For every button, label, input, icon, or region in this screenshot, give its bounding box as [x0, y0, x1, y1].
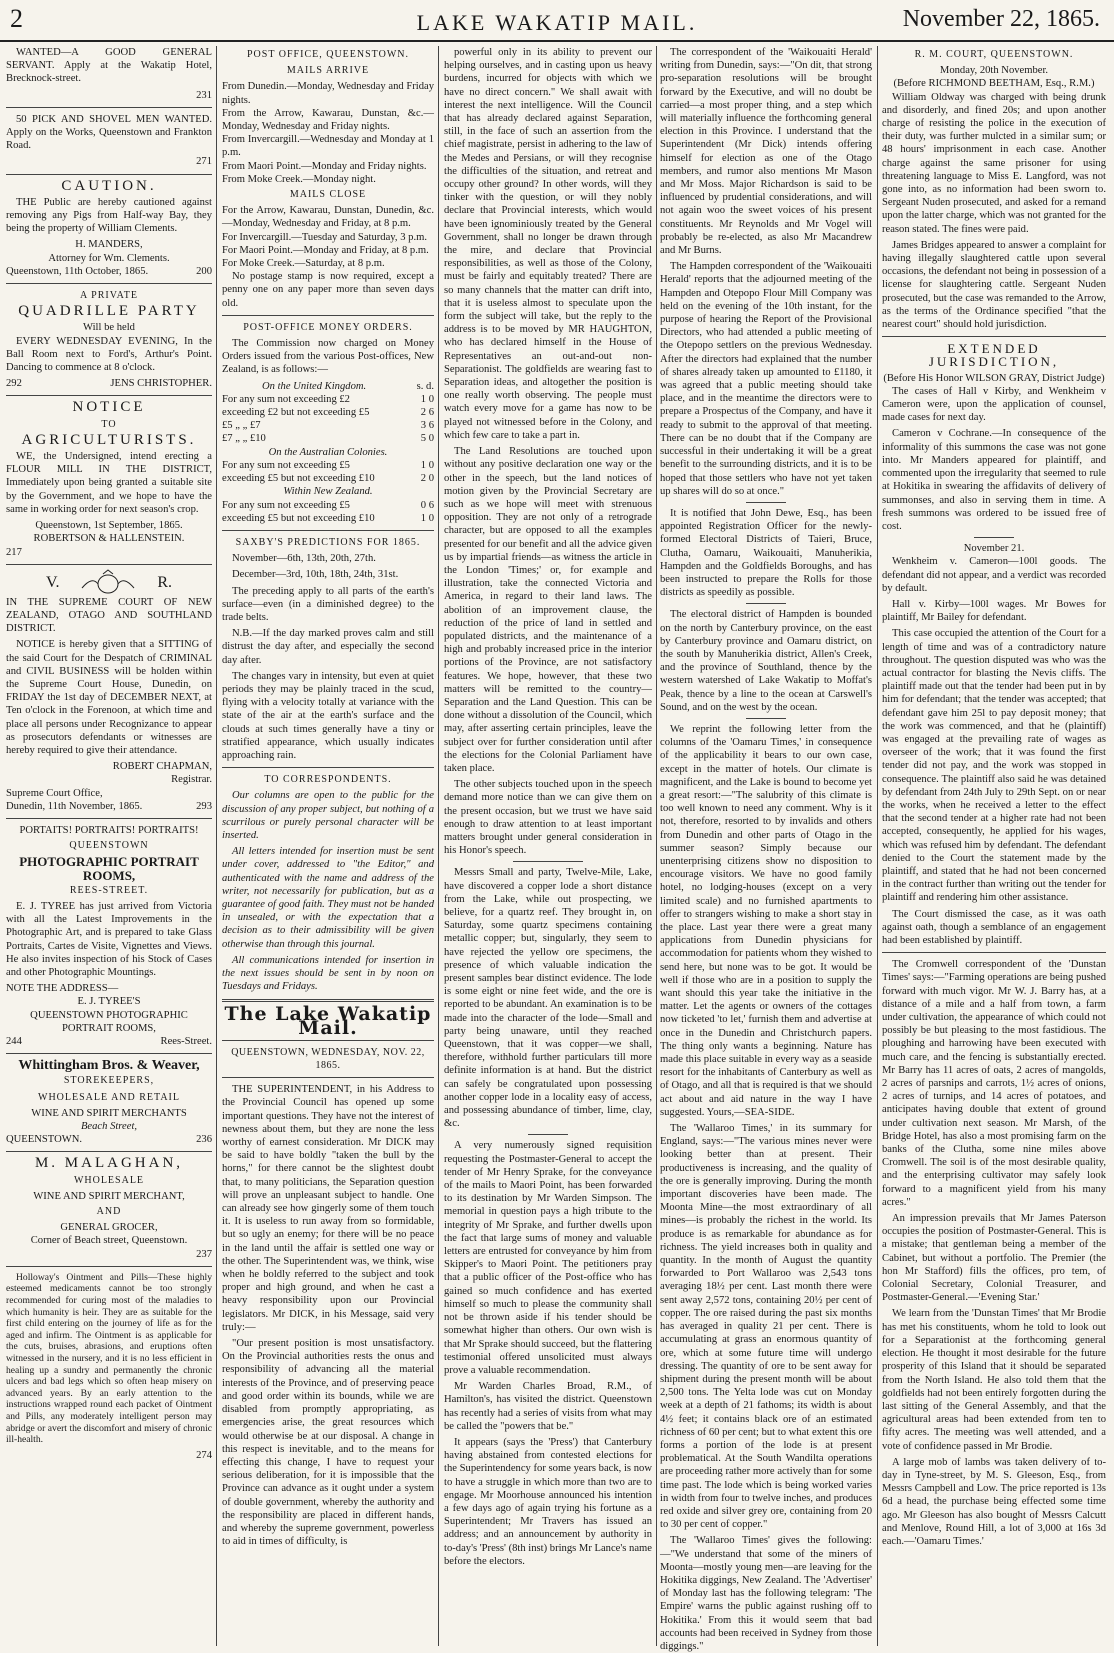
ad-text: NOTICE is hereby given that a SITTING of the said Court for the Despatch of CRIMINAL and CIVIL BUSINESS will be holden within the Supreme Court House, Dunedin, on FRIDAY the 1st day of DECEMBER NEXT, at Ten o'clock in the Forenoon, at which time and place all persons under Recognizance to appear as prosecutors defendants or witnesses are hereby required to give their attendance. [6, 639, 212, 756]
article-paragraph: We learn from the 'Dunstan Times' that Mr Brodie has met his constituents, whom he told to look out for a Separationist at the forthcoming general election. He thought it most desirable for the future prosperity of this Island that it should be separated from the North Island. He also told them that the goldfields had not been entirely forgotten during the last sitting of the General Assembly, and that the agricultural areas had been extended from ten to fifty acres. The meeting was well attended, and a vote of confidence passed in Mr Brodie. [882, 1308, 1106, 1452]
article-paragraph: The electoral district of Hampden is bounded on the north by Canterbury province, on the east by Canterbury province and Oamaru district, on the south by Manuherikia district, Allen's Creek, and the province of Southland, thence by the western watershed of Lake Wakatip to Moffat's Peak, thence by a line to the ocean at Carswell's Sound, and on the west by the ocean. [660, 609, 872, 713]
ad-heading: IN THE SUPREME COURT OF NEW ZEALAND, OTAGO AND SOUTHLAND DISTRICT. [6, 596, 212, 635]
ad-signature-role: Attorney for Wm. Clements. [48, 252, 170, 264]
column-rule [877, 46, 878, 1646]
article-paragraph: James Bridges appeared to answer a complaint for having illegally slaughtered cattle upon several occasions, the defendant not being in possession of a license for slaughtering cattle. Sergeant Nuden prosecuted, but the case was remanded to the Arrow, as the terms of the Ordinance specified "that the nearest court" should hold jurisdiction. [882, 239, 1106, 331]
ad-number: 237 [196, 1248, 212, 1260]
editorial-date: QUEENSTOWN, WEDNESDAY, NOV. 22, 1865. [231, 1046, 425, 1072]
ad-number: 236 [196, 1134, 212, 1146]
article-paragraph: The Hampden correspondent of the 'Waikouaiti Herald' reports that the adjourned meeting of the Hampden and Otepopo Flour Mill Company was held on the evening of the 10th instant, for the purpose of hearing the Report of the Provisional Directors, who had attended a public meeting of the Otepopo settlers on the previous Wednesday. After the directors had explained that the number of shares already taken up amounted to £1180, it was agreed that a public meeting should take place, and in the meantime the directors were to prepare a Prospectus of the Company, and have it ready to submit to the approval of that meeting. There can be no doubt that if the Company are successful in their undertaking it will be a great benefit to the surrounding districts, and it is to be hoped that those settlers who have not yet taken up shares will do so at once." [660, 261, 872, 497]
editorial-paragraph: "Our present position is most unsatisfactory. On the Provincial authorities rests the onus and responsibility of advancing all the material interests of the Province, and of preserving peace and good order within its bounds, while we are disabled from promptly appropriating, as emergencies arise, the great resources which would otherwise be at our disposal. A change in this respect is inevitable, and to the means for effecting this change, I have to request your serious deliberation, for it is impossible that the Province can advance as it ought under a system of double government, whereby the authority and the responsibility are placed in different hands, and whereby the supreme government, powerless to aid in times of difficulty, is [222, 1338, 434, 1548]
ad-text: Holloway's Ointment and Pills—These highly esteemed medicaments cannot be too strongly recommended for curing most of the maladies to which humanity is heir. They are as suitable for the first child entering on the journey of life as for the aged and infirm. The Ointment is as applicable for the cuts, bruises, abrasions, and eruptions often witnessed in the nursery, and it is no less efficient in healing up a sundry and permanently the chronic ulcers and bad legs which so often heap misery on advanced years. By an early attention to the instructions wrapped round each packet of Ointment and Pills, any moderately intelligent person may abridge or avert the discomfort and misery of chronic ill-health. [6, 1271, 212, 1446]
ad-number: 292 [6, 378, 22, 390]
section-heading: R. M. COURT, QUEENSTOWN. [914, 49, 1074, 60]
section-heading: SAXBY'S PREDICTIONS FOR 1865. [235, 536, 421, 548]
paragraph: The preceding apply to all parts of the earth's surface—even (in a diminished degree) to the trade belts. [222, 585, 434, 623]
table-row: exceeding £5 but not exceeding £10 1 0 [222, 512, 434, 524]
ad-whittingham [6, 1059, 212, 1146]
ad-wanted-servant [6, 46, 212, 102]
schedule-line: For the Arrow, Kawarau, Dunstan, Dunedin, &c.—Monday, Wednesday and Friday, at 8 p.m. [222, 205, 434, 230]
table-row: £7 „ „ £10 5 0 [222, 433, 434, 445]
masthead [0, 0, 1114, 42]
crest-letter: V. [46, 574, 60, 592]
article-paragraph: We reprint the following letter from the columns of the 'Oamaru Times,' in consequence of the applicability it bears to our own case, except in the matter of hotels. Our climate is magnificent, and the Lake is bound to become yet a great resort:—"The salubrity of this climate is too well known to need any comment. Why is it not, therefore, resorted to by invalids and others from Dunedin and other parts of Otago in the summer season? Simply because our unenterprising citizens show no disposition to encourage visitors. We have no good family hotel, no lodging-houses (except on a very limited scale) and no furnished apartments to offer to strangers wishing to make a short stay in the place. Last year there were a great many applications from Dunedin physicians for accommodation for patients whom they wished to send here, but none was to be got. It would be well if those who are in a position to supply the want should this year take the initiative in the matter. Let the agents or owners of the cottages now ticketed 'to let,' furnish them and advertise at once in the Dunedin and Christchurch papers. The thing only wants a beginning. Nature has made this place suitable in every way as a seaside resort for the inhabitants of Canterbury as well as of Otago, and all that is required is that we should act about and aid nature in the way I have suggested. Yours,—SEA-SIDE. [660, 723, 872, 1118]
schedule-line: From Invercargill.—Wednesday and Monday at 1 p.m. [222, 134, 434, 159]
article-paragraph: The 'Wallaroo Times,' in its summary for England, says:—"The various mines never were looking better than at present. Their productiveness is increasing, and the quality of the ore is generally improving. During the month important discoveries have been made. The Moonta Mine—the most extraordinary of all mines—is probably the richest in the world. Its produce is as remarkable for abundance as for richness. The yield increases both in quality and quantity. In the month of August the quantity forwarded to Port Wallaroo was 2,543 tons averaging 18½ per cent. Last month there were sent away 2,572 tons, containing 20½ per cent of copper. The ore raised during the past six months has averaged in quality 21 per cent. There is accumulating at grass an enormous quantity of ore, which at some future time will undergo dressing. The quantity of ore to be sent away for shipment during the present month will be about 2,500 tons. The Yelta lode was cut on Monday week at a depth of 21 fathoms; its width is about 4½ feet; it contains black ore of an estimated richness of 60 per cent; but to what extent this ore forms a portion of the lode is at present problematical. At the South Wandilta operations are proceeding rather more actively than for some time past. The lode which is being worked varies in width from four to twelve inches, and produces red oxide and silver grey ore, containing from 20 to 30 per cent of copper." [660, 1123, 872, 1531]
divider [6, 564, 212, 565]
ad-street: REES-STREET. [69, 884, 149, 896]
ad-subheading: Will be held [83, 322, 135, 334]
schedule-line: From the Arrow, Kawarau, Dunstan, &c.—Monday, Wednesday and Friday nights. [222, 107, 434, 133]
divider [6, 1266, 212, 1267]
schedule-line: From Dunedin.—Monday, Wednesday and Friday nights. [222, 81, 434, 106]
ad-number: 274 [196, 1449, 212, 1461]
article-paragraph: Wenkheim v. Cameron—100l goods. The defendant did not appear, and a verdict was recorded by default. [882, 556, 1106, 594]
divider [746, 603, 786, 604]
divider [222, 1040, 434, 1041]
article-paragraph: Cameron v Cochrane.—In consequence of the informality of this summons the case was not gone into. Mr Manders appeared for plaintiff, and commented upon the irregularity that seemed to rule at Hokitika in swearing the affidavits of delivery of summonses, and also in serving them in time. A fresh summons was ordered to be issued free of cost. [882, 428, 1106, 532]
ad-date: Queenstown, 1st September, 1865. [35, 520, 183, 532]
schedule-line: For Invercargill.—Tuesday and Saturday, 3 p.m. [222, 231, 427, 243]
schedule-line: For Maori Point.—Monday and Friday, at 8 p.m. [222, 244, 429, 256]
ad-pick-shovel [6, 113, 212, 169]
ad-office: Supreme Court Office, [6, 787, 103, 799]
paragraph: All communications intended for insertion in the next issues should be sent in by noon on Tuesdays and Fridays. [222, 954, 434, 993]
ad-heading: AGRICULTURISTS. [21, 431, 197, 448]
crest-letter: R. [157, 574, 172, 592]
money-orders [222, 321, 434, 525]
article-paragraph: The Cromwell correspondent of the 'Dunstan Times' says:—"Farming operations are being pushed forward with much vigor. Mr W. J. Barry has, at a distance of a mile and a half from town, a farm under cultivation, the appearance of which could not possibly be but pleasing to the most fastidious. The ploughing and harrowing have been executed with much care, and the fencing is substantially erected. Mr Barry has 11 acres of oats, 2 acres of mangolds, 2 acres of parsnips and carrots, 1½ acres of onions, 2 acres of turnips, and 14 acres of potatoes, and anticipates having double that extent of ground under cultivation next season. Mr Marsh, of the Bridge Hotel, has also a most promising farm on the banks of the Clutha, some nine miles above Cromwell. The soil is of the most desirable quality, and the enterprising cultivator may safely look forward to a magnificent yield from his many acres." [882, 959, 1106, 1208]
column-2 [222, 46, 434, 1646]
article-paragraph: The 'Wallaroo Times' gives the following:—"We understand that some of the miners of Moonta—mostly young men—are leaving for the Hokitika diggings, New Zealand. The 'Advertiser' of Monday last has the following telegram: 'The Empire' warns the public against rushing off to Hokitika.' From this it would seem that bad accounts had been received in Sydney from those diggings." [660, 1535, 872, 1652]
ad-signature: H. MANDERS, [75, 239, 143, 251]
ad-signature: ROBERTSON & HALLENSTEIN. [33, 533, 185, 545]
to-correspondents [222, 773, 434, 993]
ad-street: Rees-Street. [160, 1036, 212, 1047]
section-heading: POST OFFICE, QUEENSTOWN. [247, 49, 409, 60]
table-subheading: On the United Kingdom. [262, 380, 367, 392]
divider [222, 999, 434, 1002]
ad-text: WINE AND SPIRIT MERCHANT, [33, 1190, 185, 1202]
ad-signature-role: Registrar. [171, 774, 212, 786]
table-subheading: On the Australian Colonies. [268, 446, 388, 458]
ad-supreme-court [6, 570, 212, 813]
newspaper-title: LAKE WAKATIP MAIL. [416, 10, 698, 35]
column-rule [216, 46, 217, 1646]
ad-town: QUEENSTOWN. [6, 1134, 83, 1146]
article-paragraph: The other subjects touched upon in the speech demand more notice than we can give them on the present occasion, but we trust we have said enough to draw attention to at least important matters brought under general consideration in his Honor's speech. [444, 779, 652, 857]
divider [6, 1151, 212, 1152]
post-office-notice [222, 48, 434, 310]
ad-note: NOTE THE ADDRESS— [6, 983, 119, 995]
article-paragraph: An impression prevails that Mr James Paterson occupies the position of Postmaster-General. This is a mistake; that gentleman being a member of the Cabinet, but without a portfolio. The Premier (the hon Mr Stafford) fills the offices, pro tem, of Colonial Secretary, Colonial Treasurer, and Postmaster-General.—'Evening Star.' [882, 1213, 1106, 1304]
editorial-paragraph: THE SUPERINTENDENT, in his Address to the Provincial Council has opened up some important questions. They have not the interest of newness about them, but they are none the less worthy of earnest consideration. Mr DICK may be said to have boldly "taken the bull by the horns," for there cannot be the slightest doubt that, to many politicians, the Separation question will prove an unpleasant subject to handle. One can already see how gingerly some of them touch it. It is useless to run away from so formidable, but so ugly an enemy; for there will be no peace in the land until the affair is settled one way or the other. The Superintendent was, we think, wise when he boldly referred to the subject and took proper and high ground, and when he cast a heavy responsibility upon our Provincial legislators. Mr DICK, in his Message, said very truly:— [222, 1084, 434, 1333]
paragraph: December—3rd, 10th, 18th, 24th, 31st. [232, 569, 399, 581]
ad-subheading: AND [96, 1206, 122, 1218]
ad-signature: JENS CHRISTOPHER. [110, 378, 212, 390]
ad-name: E. J. TYREE'S [77, 996, 141, 1008]
issue-date: November 22, 1865. [902, 6, 1100, 32]
table-row: exceeding £5 but not exceeding £10 2 0 [222, 473, 434, 485]
divider [6, 174, 212, 175]
article-paragraph: Messrs Small and party, Twelve-Mile, Lake, have discovered a copper lode a short distance from the Lake, while out prospecting, we believe, for a quartz reef. They brought in, on Saturday, some quartz specimens containing metallic copper; but, singularly, they seem to have rejected the yellow ore specimens, the presence of which valuable indication the present samples bear distinct evidence. The lode is some eight or nine feet wide, and the ore is reported to be abundant. An examination is to be made into the character of the lode—Small and party being unaware, until they reached Queenstown, that it was copper—we shall, therefore, withhold further particulars till more definite information is at hand. But the district can safely be congratulated upon possessing another copper lode in a locality easy of access, and possessing abundance of timber, lime, clay, &c. [444, 867, 652, 1130]
ad-number: 217 [6, 546, 22, 558]
divider [746, 502, 786, 503]
ad-text: EVERY WEDNESDAY EVENING, In the Ball Room next to Ford's, Arthur's Point. Dancing to commence at 8 o'clock. [6, 335, 212, 374]
ad-heading: PORTAITS! PORTRAITS! PORTRAITS! [19, 824, 199, 836]
table-row: For any sum not exceeding £2 1 0 [222, 393, 434, 405]
editorial-masthead: The Lake Wakatip Mail. [224, 1003, 432, 1039]
divider [513, 861, 583, 862]
section-presiding: (Before RICHMOND BEETHAM, Esq., R.M.) [893, 78, 1095, 90]
ad-heading: NOTICE [72, 399, 146, 416]
ad-subheading: WHOLESALE AND RETAIL [38, 1091, 180, 1103]
schedule-line: For Moke Creek.—Saturday, at 8 p.m. [222, 258, 385, 270]
ad-number: 271 [196, 156, 212, 168]
divider [222, 530, 434, 531]
table-row: exceeding £2 but not exceeding £5 2 6 [222, 407, 434, 419]
ad-text: 50 PICK AND SHOVEL MEN WANTED. Apply on the Works, Queenstown and Frankton Road. [6, 113, 212, 152]
schedule-line: From Moke Creek.—Monday night. [222, 173, 376, 185]
ad-address: QUEENSTOWN PHOTOGRAPHIC PORTRAIT ROOMS, [30, 1009, 188, 1034]
article-paragraph: This case occupied the attention of the Court for a length of time and was of a contradictory nature throughout. The question disputed was who was the actual contractor for blasting the Nevis cliffs. The plaintiff made out that the tender had been put in by him for defendant; that the tender was accepted; that defendant gave him 25l to pay deposit money; that the work was commenced, and that he (plaintiff) was engaged at the prevailing rate of wages as overseer of the work; that it was found the first tender did not pay, and the work was stopped in consequence. The plaintiff also said he was detained by defendant from 24th July to 29th Sept. on or near the works, when he received a letter to the effect that the second tender at a higher rate had not been accepted, consequently, he applied for his wages, which was refused him by defendant. The defendant denied to the Court the statement made by the plaintiff, and stated that he had not been concerned in the contract further than writing out the tender for plaintiff and rendering him other assistance. [882, 628, 1106, 904]
ad-portraits [6, 824, 212, 1048]
article-paragraph: William Oldway was charged with being drunk and disorderly, and fined 20s; and upon another charge of resisting the police in the execution of their duty, was further mulcted in a similar sum; or 48 hours' imprisonment in each case. Another charge against the same prisoner for using threatening language to Miss E. Langford, was not gone into, as no information had been sworn to. Sergeant Nuden prosecuted, and asked for a remand upon the latter charge, which was not granted for the reason stated. The fines were paid. [882, 91, 1106, 235]
ad-text: WE, the Undersigned, intend erecting a FLOUR MILL IN THE DISTRICT, Immediately upon being granted a suitable site by the Government, and we hope to have the same in working order for next season's crop. [6, 451, 212, 515]
section-heading: EXTENDED JURISDICTION, [928, 341, 1060, 370]
ad-heading: QUADRILLE PARTY [18, 303, 200, 320]
divider [746, 718, 786, 719]
ad-text: WANTED—A GOOD GENERAL SERVANT. Apply at the Wakatip Hotel, Brecknock-street. [6, 47, 212, 85]
page-number: 2 [10, 4, 23, 33]
ad-text: E. J. TYREE has just arrived from Victoria with all the Latest Improvements in the Photographic Art, and is prepared to take Glass Portraits, Cartes de Visite, Vignettes and Views. He also invites inspection of his Stock of Cases and other Photographic Mountings. [6, 900, 212, 978]
article-paragraph: The Court dismissed the case, as it was oath against oath, though a semblance of an engagement had been established by plaintiff. [882, 908, 1106, 946]
article-paragraph: The correspondent of the 'Waikouaiti Herald' writing from Dunedin, says:—"On dit, that strong pro-separation resolutions will be brought forward by the Executive, and will no doubt be carried—a most proper thing, and a step which will materially influence the forthcoming general election in this Province. I understand that the Superintendent (Mr Dick) intends offering himself for election as one of the Otago members, and rumor also mentions Mr Mason and Mr Moss. Major Richardson is said to be influenced by prudential considerations, and will not again woo the sweet voices of his present constituents. Mr Reynolds and Mr Vogel will probably be re-elected, as also Mr Macandrew and Mr Burns. [660, 47, 872, 257]
table-unit: s. d. [416, 380, 434, 392]
ad-number: 293 [196, 800, 212, 812]
ad-subheading: WHOLESALE [73, 1174, 145, 1186]
divider [6, 283, 212, 284]
ad-caution [6, 177, 212, 278]
ad-text: GENERAL GROCER, [60, 1222, 158, 1234]
ad-pre-heading: A PRIVATE [80, 290, 138, 302]
paragraph: The changes vary in intensity, but even at quiet periods they may be plainly traced in the scud, flying with a velocity totally at variance with the state of the air at the earth's surface and the clouds at such times generally have a tiny or stratified appearance, which usually indicates approaching rain. [222, 670, 434, 761]
section-date: November 21. [963, 543, 1025, 555]
article-paragraph: The Land Resolutions are touched upon without any positive declaration one way or the other in the speech, but the land notices of motion given by the Provincial Secretary are such as we hope will meet with strenuous opposition. They are not only of a retrograde character, but are opposed to all the examples presented for our benefit and all the advice given us by impartial friends—as witness the article in the London 'Times;' or, for example and illustration, take the connected Victoria and America, in regard to their land laws. The abolition of an improvement clause, the reduction of the price of land in settled and populated districts, and the maintenance of a high and probably increased price in the interior portions of the Province, are not satisfactory features. We hope, however, that these two matters will be remitted to the country—Separation and the Land Question. This can be done without a dissolution of the Council, which may, after asserting certain principles, leave the subject over for further consideration until after the elections for the Colonial Parliament have taken place. [444, 446, 652, 774]
ad-malaghan [6, 1157, 212, 1260]
ad-number: 244 [6, 1036, 22, 1047]
ad-number: 200 [196, 265, 212, 277]
paragraph: November—6th, 13th, 20th, 27th. [232, 553, 376, 565]
column-rule [438, 46, 439, 1646]
article-paragraph: Mr Warden Charles Broad, R.M., of Hamilton's, has visited the district. Queenstown has recently had a series of visits from what may be called the "powers that be." [444, 1381, 652, 1432]
ad-title: M. MALAGHAN, [34, 1155, 184, 1172]
paragraph: All letters intended for insertion must be sent under cover, addressed to "the Editor," and authenticated with the name and address of the writer, not necessarily for publication, but as a guarantee of good faith. They must not be handed in unsealed, or with the expectation that a decision as to their admissibility will be given otherwise than through this journal. [222, 846, 434, 950]
ad-notice-agriculturists [6, 401, 212, 558]
table-row: For any sum not exceeding £5 0 6 [222, 499, 434, 511]
divider [222, 767, 434, 768]
divider [528, 1134, 568, 1135]
column-1-advertisements [6, 46, 212, 1646]
article-paragraph: It appears (says the 'Press') that Canterbury having abstained from contested elections for the Superintendency for some years back, is now to have a struggle in which more than two are to engage. Mr Moorhouse announced his intention a few days ago of again trying his fortune as a Superintendent; Mr Travers has issued an address; and an announcement by authority in to-day's 'Press' (8th inst) brings Mr Lance's name before the electors. [444, 1436, 652, 1567]
article-paragraph: powerful only in its ability to prevent our helping ourselves, and in casting upon us heavy burdens, incurred for objects with which we have no direct concern." We shall await with interest the next intelligence. Will the Council that has already declared against Separation, still, in the face of such an assertion from the chief magistrate, persist in adhering to the law of the Medes and Persians, or will they recognise the difficulties of the situation, and retreat and occupy other ground? In other words, will they tinker with the question, or will they nobly declare that Provincial interests, which would have been ignominiously treated by the General Government, shall no longer be drawn through the mire, and declare that Provincial responsibilities, as well as those of the Colony, must be fairly and equitably treated? There are so many channels that the matter can drift into, that it is useless almost to speculate upon the form the subject will take, but the reply to the address is to be moved by MR HAUGHTON, who has declared himself in the House of Representatives an out-and-out non-Separationist. The goldfields are wearing fast to Separation ideas, and altogether the position is one really worth observing. The people must watch every move for a game has now to be played not witnessed before in the Colony, and which few care to take a part in. [444, 47, 652, 441]
ad-title: PHOTOGRAPHIC PORTRAIT ROOMS, [19, 854, 199, 883]
ad-number: 231 [196, 89, 212, 101]
ad-holloway [6, 1272, 212, 1462]
ad-text: WINE AND SPIRIT MERCHANTS [31, 1107, 187, 1119]
section-heading: POST-OFFICE MONEY ORDERS. [243, 321, 413, 333]
paragraph: No postage stamp is now required, except a penny one on any paper more than seven days old. [222, 271, 434, 309]
ad-subheading: QUEENSTOWN [69, 840, 149, 852]
table-row: £5 „ „ £7 3 6 [222, 420, 434, 432]
section-subheading: MAILS ARRIVE [286, 65, 370, 77]
ad-signature: ROBERT CHAPMAN, [112, 761, 212, 773]
column-rule [656, 46, 657, 1646]
ad-text: THE Public are hereby cautioned against removing any Pigs from Half-way Bay, they being the property of William Clements. [6, 196, 212, 235]
ad-heading-to: TO [101, 418, 117, 430]
ad-title: Whittingham Bros. & Weaver, [18, 1058, 200, 1074]
paragraph: N.B.—If the day marked proves calm and still distrust the day after, and especially the second day after. [222, 628, 434, 666]
section-subheading: MAILS CLOSE [289, 189, 367, 201]
ad-date: Dunedin, 11th November, 1865. [6, 800, 143, 812]
divider [882, 952, 1106, 953]
divider [6, 107, 212, 108]
article-paragraph: A very numerously signed requisition requesting the Postmaster-General to accept the tender of Mr Henry Sprake, for the conveyance of the mails to Maori Point, has been forwarded to its destination by Mr Warden Simpson. The memorial in question pays a high tribute to the integrity of Mr Sprake, and further dwells upon the fact that large sums of money and valuable letters are entrusted for conveyance by him from Skipper's to Maori Point. The petitioners pray that a public officer of the Post-office who has gained so much confidence and has exerted himself so much to please the community shall not be thrown aside if his tender should be somewhat higher than others. Our own wish is that Mr Sprake should succeed, but the flattering testimonial offered unsolicited must always prove a valuable recommendation. [444, 1140, 652, 1376]
divider [974, 537, 1014, 538]
divider [6, 818, 212, 819]
divider [6, 1053, 212, 1054]
divider [222, 1077, 434, 1078]
saxby-predictions [222, 536, 434, 762]
table-row: For any sum not exceeding £5 1 0 [222, 459, 434, 471]
article-paragraph: The cases of Hall v Kirby, and Wenkheim v Cameron were, upon the application of counsel, made cases for next day. [882, 385, 1106, 424]
royal-crest-icon [78, 570, 138, 596]
ad-date: Queenstown, 11th October, 1865. [6, 265, 149, 277]
article-paragraph: A large mob of lambs was taken delivery of to-day in Tyne-street, by M. S. Gleeson, Esq., from Messrs Campbell and Low. The price reported is 13s 6d a head, the purchase being effected some time ago. Mr Gleeson has also bought of Messrs Calcutt and Menlove, Round Hill, a lot of 3,000 at 16s 3d each.—'Oamaru Times.' [882, 1456, 1106, 1547]
ad-address: Corner of Beach street, Queenstown. [30, 1235, 188, 1247]
ad-street: Beach Street, [80, 1121, 138, 1133]
paragraph: The Commission now charged on Money Orders issued from the various Post-offices, New Zealand, is as follows:— [222, 338, 434, 376]
divider [882, 336, 1106, 337]
section-presiding: (Before His Honor WILSON GRAY, District Judge) [883, 372, 1105, 384]
ad-heading: CAUTION. [61, 177, 157, 194]
divider [6, 395, 212, 396]
column-3 [444, 46, 652, 1646]
ad-subheading: STOREKEEPERS, [63, 1075, 155, 1087]
article-paragraph: It is notified that John Dewe, Esq., has been appointed Registration Officer for the newly-formed Electoral Districts of Taieri, Bruce, Clutha, Oamaru, Waikouaiti, Manuherikia, Hampden and the Goldfields Boroughs, and has been instructed to prepare the Rolls for those districts as speedily as possible. [660, 507, 872, 599]
article-paragraph: Hall v. Kirby—100l wages. Mr Bowes for plaintiff, Mr Bailey for defendant. [882, 598, 1106, 624]
column-4 [660, 46, 872, 1652]
section-heading: TO CORRESPONDENTS. [264, 774, 392, 786]
ad-quadrille [6, 289, 212, 390]
table-subheading: Within New Zealand. [283, 486, 373, 498]
schedule-line: From Maori Point.—Monday and Friday nights. [222, 160, 427, 172]
paragraph: Our columns are open to the public for the discussion of any proper subject, but nothing of a scurrilous or purely personal character will be inserted. [222, 790, 434, 841]
column-5 [882, 46, 1106, 1646]
section-date: Monday, 20th November. [939, 65, 1049, 77]
divider [222, 315, 434, 316]
